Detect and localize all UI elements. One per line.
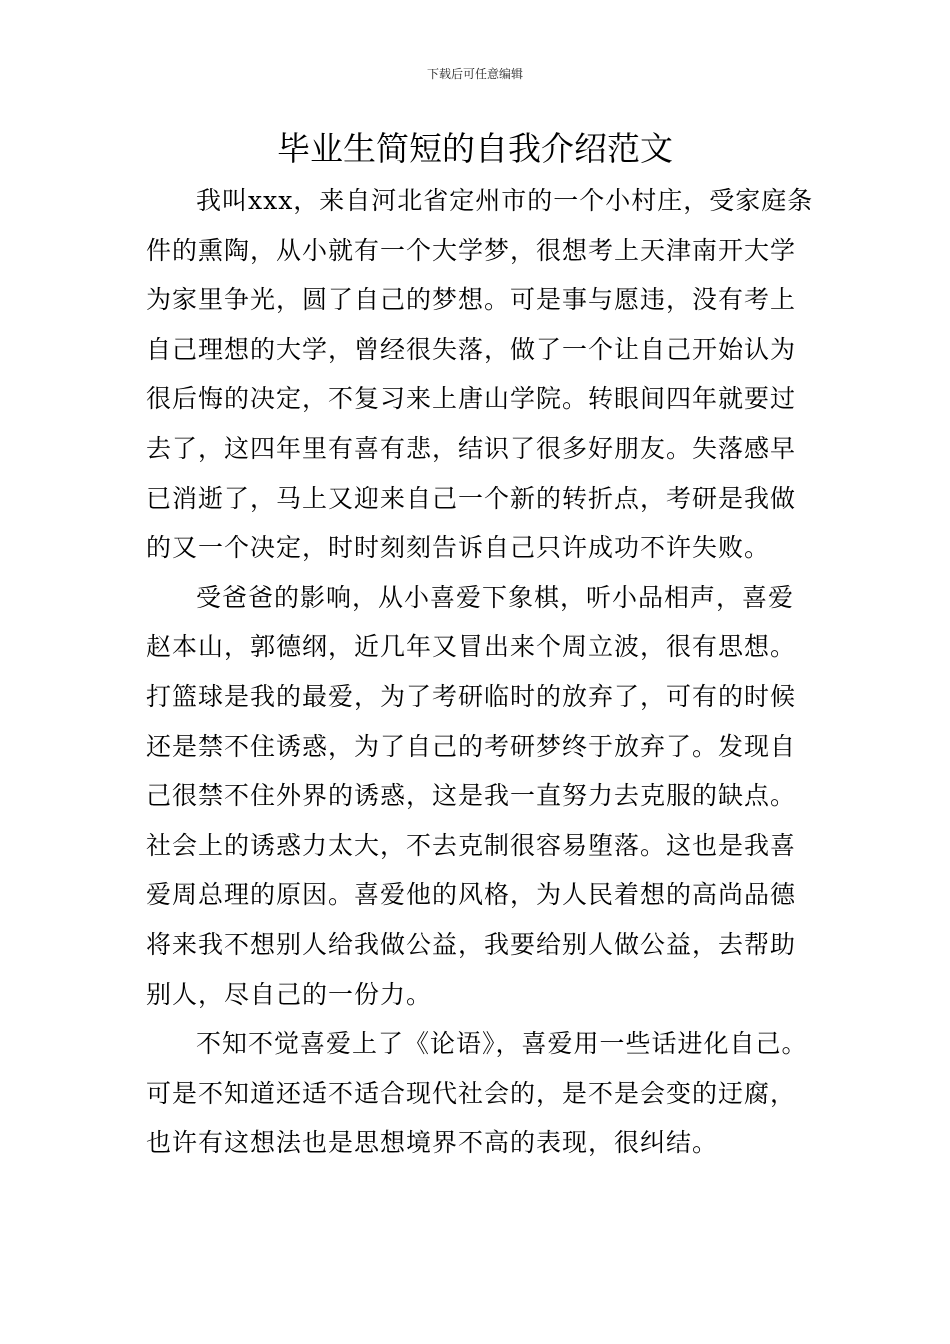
text-line: 还是禁不住诱惑，为了自己的考研梦终于放弃了。发现自 — [146, 731, 797, 761]
text-line: 别人，尽自己的一份力。 — [146, 979, 433, 1009]
text-line: 打篮球是我的最爱，为了考研临时的放弃了，可有的时候 — [146, 681, 797, 711]
text-line: 已消逝了，马上又迎来自己一个新的转折点，考研是我做 — [146, 483, 797, 513]
paragraph-3 — [146, 1019, 846, 1168]
paragraph-1 — [146, 176, 846, 573]
text-line: 很后悔的决定，不复习来上唐山学院。转眼间四年就要过 — [146, 384, 797, 414]
text-line: 将来我不想别人给我做公益，我要给别人做公益，去帮助 — [146, 929, 797, 959]
text-line: 不知不觉喜爱上了《论语》，喜爱用一些话进化自己。 — [196, 1029, 808, 1059]
paragraph-2 — [146, 573, 846, 1019]
text-line: 赵本山，郭德纲，近几年又冒出来个周立波，很有思想。 — [146, 632, 797, 662]
header-note: 下载后可任意编辑 — [426, 67, 523, 81]
text-line: 我叫xxx，来自河北省定州市的一个小村庄，受家庭条 — [196, 186, 814, 215]
text-line: 件的熏陶，从小就有一个大学梦，很想考上天津南开大学 — [146, 235, 797, 265]
document-title: 毕业生简短的自我介绍范文 — [277, 129, 673, 168]
text-line: 的又一个决定，时时刻刻告诉自己只许成功不许失败。 — [146, 533, 771, 563]
text-line: 自己理想的大学，曾经很失落，做了一个让自己开始认为 — [146, 334, 797, 364]
text-line: 爱周总理的原因。喜爱他的风格，为人民着想的高尚品德 — [146, 880, 797, 910]
text-line: 去了，这四年里有喜有悲，结识了很多好朋友。失落感早 — [146, 433, 797, 463]
document-body — [146, 176, 846, 1168]
text-line: 也许有这想法也是思想境界不高的表现，很纠结。 — [146, 1128, 719, 1158]
text-line: 可是不知道还适不适合现代社会的，是不是会变的迂腐， — [146, 1078, 797, 1108]
text-line: 社会上的诱惑力太大，不去克制很容易堕落。这也是我喜 — [146, 830, 797, 860]
text-line: 受爸爸的影响，从小喜爱下象棋，听小品相声，喜爱 — [196, 582, 795, 612]
text-line: 为家里争光，圆了自己的梦想。可是事与愿违，没有考上 — [146, 285, 797, 315]
text-line: 己很禁不住外界的诱惑，这是我一直努力去克服的缺点。 — [146, 781, 797, 811]
